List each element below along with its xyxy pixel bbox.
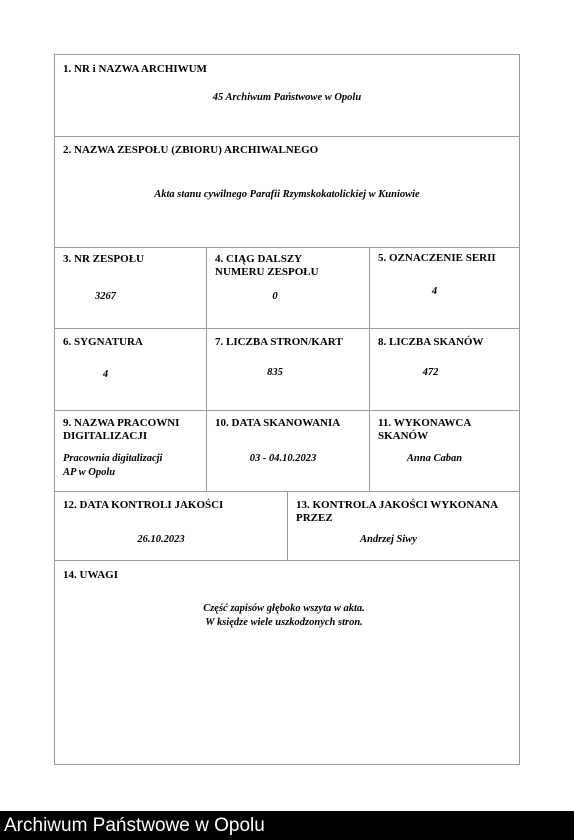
series-value: 4 (431, 286, 438, 297)
fonds-continuation-label-2: NUMERU ZESPOŁU (215, 266, 319, 278)
cell-archive (55, 55, 519, 136)
archive-footer-bar (0, 811, 574, 840)
lab-label-2: DIGITALIZACJI (63, 430, 148, 442)
cell-qc-by (287, 492, 519, 560)
row-digitization (55, 411, 519, 492)
cell-fonds-continuation (206, 248, 369, 328)
cell-fonds-number (55, 248, 206, 328)
notes-line-1: Część zapisów głęboko wszyta w akta. (203, 603, 365, 614)
series-label: 5. OZNACZENIE SERII (378, 252, 496, 264)
cell-notes (55, 561, 519, 764)
qc-by-label-2: PRZEZ (296, 512, 333, 524)
scan-date-value: 03 - 04.10.2023 (249, 453, 317, 464)
scans-value: 472 (422, 367, 439, 378)
lab-value-1: Pracownia digitalizacji (63, 453, 163, 464)
cell-series (369, 248, 519, 328)
notes-line-2: W księdze wiele uszkodzonych stron. (205, 617, 363, 628)
pages-label: 7. LICZBA STRON/KART (215, 336, 343, 348)
row-notes (55, 561, 519, 764)
scanner-label-1: 11. WYKONAWCA (378, 417, 472, 429)
lab-value-2: AP w Opolu (63, 467, 116, 478)
cell-scanner (369, 411, 519, 491)
footer-title: Archiwum Państwowe w Opolu (4, 815, 265, 836)
cell-pages (206, 329, 369, 410)
pages-value: 835 (267, 367, 283, 378)
cell-lab (55, 411, 206, 491)
scan-date-label: 10. DATA SKANOWANIA (215, 417, 341, 429)
fonds-continuation-label-1: 4. CIĄG DALSZY (215, 253, 303, 265)
fonds-label: 2. NAZWA ZESPOŁU (ZBIORU) ARCHIWALNEGO (63, 144, 319, 156)
row-fonds (55, 137, 519, 248)
archive-value: 45 Archiwum Państwowe w Opolu (212, 92, 362, 103)
row-archive (55, 55, 519, 137)
archive-label: 1. NR i NAZWA ARCHIWUM (63, 63, 207, 75)
cell-signature (55, 329, 206, 410)
cell-fonds (55, 137, 519, 247)
fonds-number-value: 3267 (95, 291, 116, 302)
metadata-form (54, 54, 520, 765)
scanner-label-2: SKANÓW (378, 430, 429, 442)
lab-label-1: 9. NAZWA PRACOWNI (63, 417, 180, 429)
scans-label: 8. LICZBA SKANÓW (378, 336, 484, 348)
scanner-value: Anna Caban (406, 453, 463, 464)
cell-scan-date (206, 411, 369, 491)
row-counts (55, 329, 519, 411)
qc-date-value: 26.10.2023 (137, 534, 185, 545)
cell-scans (369, 329, 519, 410)
cell-qc-date (55, 492, 287, 560)
fonds-continuation-value: 0 (272, 291, 278, 302)
fonds-number-label: 3. NR ZESPOŁU (63, 253, 144, 265)
row-quality (55, 492, 519, 561)
row-fonds-numbers (55, 248, 519, 329)
signature-value: 4 (102, 369, 109, 380)
signature-label: 6. SYGNATURA (63, 336, 143, 348)
notes-label: 14. UWAGI (63, 569, 119, 581)
qc-date-label: 12. DATA KONTROLI JAKOŚCI (63, 499, 224, 511)
qc-by-value: Andrzej Siwy (360, 534, 417, 545)
fonds-value: Akta stanu cywilnego Parafii Rzymskokatolickiej w Kuniowie (154, 189, 420, 200)
qc-by-label-1: 13. KONTROLA JAKOŚCI WYKONANA (296, 499, 499, 511)
